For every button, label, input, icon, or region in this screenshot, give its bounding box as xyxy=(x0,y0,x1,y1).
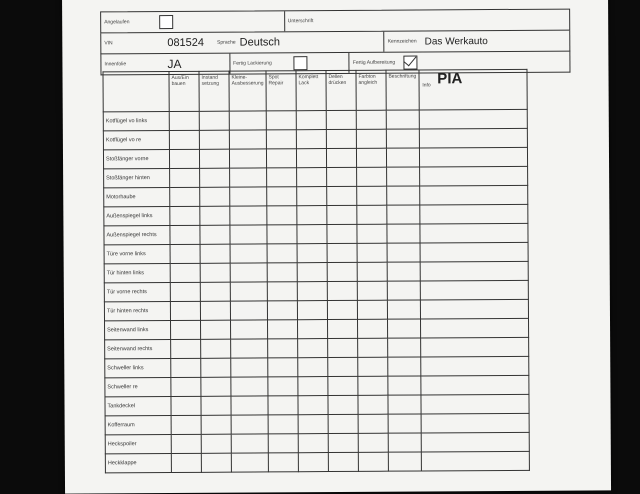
row-label: Außenspiegel links xyxy=(104,207,170,226)
grid-cell[interactable] xyxy=(421,375,529,395)
grid-cell[interactable] xyxy=(386,110,419,129)
grid-cell[interactable] xyxy=(420,242,528,262)
row-label: Stoßfänger vorne xyxy=(103,150,169,169)
grid-cell[interactable] xyxy=(171,453,201,472)
grid-cell[interactable] xyxy=(200,168,230,187)
grid-cell[interactable] xyxy=(268,358,298,377)
grid-cell[interactable] xyxy=(268,434,298,453)
grid-cell[interactable] xyxy=(230,282,267,301)
grid-cell[interactable] xyxy=(388,376,421,395)
grid-cell[interactable] xyxy=(297,320,327,339)
grid-cell[interactable] xyxy=(357,243,387,262)
grid-cell[interactable] xyxy=(328,452,358,471)
grid-cell[interactable] xyxy=(327,281,357,300)
grid-cell[interactable] xyxy=(201,320,231,339)
col-header-komplett-lack: Komplett Lack xyxy=(296,71,326,111)
grid-cell[interactable] xyxy=(231,377,268,396)
row-label: Tür hinten links xyxy=(104,264,170,283)
grid-cell[interactable] xyxy=(358,395,388,414)
grid-cell[interactable] xyxy=(170,206,200,225)
grid-cell[interactable] xyxy=(420,356,528,376)
grid-cell[interactable] xyxy=(266,111,296,130)
col-header-dellen-druecken: Dellen drücken xyxy=(326,70,356,110)
angelaufen-checkbox[interactable] xyxy=(159,15,173,29)
form-header xyxy=(100,9,570,76)
grid-cell[interactable] xyxy=(266,130,296,149)
grid-cell[interactable] xyxy=(229,111,266,130)
grid-cell[interactable] xyxy=(420,223,528,243)
grid-cell[interactable] xyxy=(200,263,230,282)
aufbereitung-label: Fertig Aufbereitung xyxy=(352,59,396,66)
grid-cell[interactable] xyxy=(357,319,387,338)
grid-cell[interactable] xyxy=(326,110,356,129)
grid-cell[interactable] xyxy=(419,166,527,186)
grid-cell[interactable] xyxy=(230,244,267,263)
grid-cell[interactable] xyxy=(387,243,420,262)
grid-cell[interactable] xyxy=(298,415,328,434)
grid-cell[interactable] xyxy=(297,187,327,206)
angelaufen-label: Angelaufen xyxy=(104,19,130,26)
grid-cell[interactable] xyxy=(326,129,356,148)
grid-cell[interactable] xyxy=(387,262,420,281)
grid-cell[interactable] xyxy=(358,414,388,433)
grid-cell[interactable] xyxy=(171,377,201,396)
grid-cell[interactable] xyxy=(419,185,527,205)
grid-cell[interactable] xyxy=(327,243,357,262)
grid-cell[interactable] xyxy=(297,225,327,244)
grid-cell[interactable] xyxy=(267,320,297,339)
grid-cell[interactable] xyxy=(421,451,529,471)
grid-cell[interactable] xyxy=(420,337,528,357)
grid-cell[interactable] xyxy=(170,301,200,320)
col-header-farbton-angleich: Farbton angleich xyxy=(356,70,386,110)
grid-cell[interactable] xyxy=(297,263,327,282)
grid-cell[interactable] xyxy=(357,262,387,281)
grid-cell[interactable] xyxy=(328,395,358,414)
grid-cell[interactable] xyxy=(419,109,527,129)
lackierung-checkbox[interactable] xyxy=(294,56,308,70)
grid-cell[interactable] xyxy=(268,339,298,358)
grid-cell[interactable] xyxy=(388,338,421,357)
grid-cell[interactable] xyxy=(171,320,201,339)
row-label: Stoßfänger hinten xyxy=(104,169,170,188)
spacer-cell xyxy=(284,32,384,53)
row-label: Türe vorne links xyxy=(104,245,170,264)
col-header-kleine-ausbesserung: Kleine-Ausbesserung xyxy=(229,71,266,111)
grid-cell[interactable] xyxy=(199,149,229,168)
grid-cell[interactable] xyxy=(357,205,387,224)
row-label: Kofferraum xyxy=(105,416,171,435)
col-header-spot-repair: Spot Repair xyxy=(266,71,296,111)
kennzeichen-cell xyxy=(384,31,570,52)
grid-cell[interactable] xyxy=(200,187,230,206)
grid-cell[interactable] xyxy=(268,415,298,434)
grid-cell[interactable] xyxy=(231,434,268,453)
grid-cell[interactable] xyxy=(419,128,527,148)
grid-cell[interactable] xyxy=(296,149,326,168)
grid-cell[interactable] xyxy=(170,168,200,187)
grid-cell[interactable] xyxy=(328,376,358,395)
table-row xyxy=(105,432,529,454)
grid-cell[interactable] xyxy=(201,453,231,472)
aufbereitung-checkbox-checked[interactable] xyxy=(403,55,417,69)
grid-cell[interactable] xyxy=(267,244,297,263)
grid-cell[interactable] xyxy=(200,244,230,263)
grid-cell[interactable] xyxy=(326,148,356,167)
grid-cell[interactable] xyxy=(298,358,328,377)
col-header-info xyxy=(419,69,527,110)
col-header-aus-ein-bauen: Aus/Ein bauen xyxy=(169,71,199,111)
grid-cell[interactable] xyxy=(328,357,358,376)
grid-cell[interactable] xyxy=(199,130,229,149)
grid-cell[interactable] xyxy=(420,318,528,338)
vin-cell xyxy=(101,32,284,53)
table-row xyxy=(104,280,528,302)
grid-cell[interactable] xyxy=(421,432,529,452)
grid-cell[interactable] xyxy=(170,282,200,301)
grid-cell[interactable] xyxy=(230,301,267,320)
grid-cell[interactable] xyxy=(297,206,327,225)
table-row xyxy=(105,375,529,397)
grid-cell[interactable] xyxy=(419,147,527,167)
table-row xyxy=(105,318,529,340)
grid-cell[interactable] xyxy=(230,187,267,206)
grid-cell[interactable] xyxy=(386,129,419,148)
grid-cell[interactable] xyxy=(358,433,388,452)
grid-cell[interactable] xyxy=(358,338,388,357)
header-row-1 xyxy=(100,9,570,34)
grid-cell[interactable] xyxy=(358,376,388,395)
row-label: Außenspiegel rechts xyxy=(104,226,170,245)
grid-cell[interactable] xyxy=(201,434,231,453)
vin-label: VIN xyxy=(104,40,113,47)
grid-cell[interactable] xyxy=(420,261,528,281)
row-label: Kotflügel vo links xyxy=(103,112,169,131)
grid-cell[interactable] xyxy=(328,338,358,357)
grid-cell[interactable] xyxy=(327,319,357,338)
info-value: PIA xyxy=(437,70,463,88)
row-label: Seitenwand rechts xyxy=(105,340,171,359)
col-header-beschriftung: Beschriftung xyxy=(386,70,419,110)
grid-cell[interactable] xyxy=(170,187,200,206)
innenfolie-value: JA xyxy=(167,56,182,72)
row-label: Tür hinten rechts xyxy=(104,302,170,321)
grid-cell[interactable] xyxy=(388,357,421,376)
inspection-form-sheet xyxy=(62,0,611,494)
table-row xyxy=(103,109,527,131)
row-label: Heckklappe xyxy=(105,454,171,473)
grid-cell[interactable] xyxy=(201,415,231,434)
grid-cell[interactable] xyxy=(421,394,529,414)
row-label: Tür vorne rechts xyxy=(104,283,170,302)
grid-cell[interactable] xyxy=(357,300,387,319)
grid-cell[interactable] xyxy=(420,280,528,300)
vin-value: 081524 xyxy=(167,36,205,50)
kennzeichen-value: Das Werkauto xyxy=(424,35,488,47)
grid-cell[interactable] xyxy=(229,130,266,149)
grid-cell[interactable] xyxy=(356,148,386,167)
grid-cell[interactable] xyxy=(170,263,200,282)
grid-cell[interactable] xyxy=(231,415,268,434)
grid-cell[interactable] xyxy=(231,339,268,358)
table-row xyxy=(103,147,527,169)
grid-cell[interactable] xyxy=(296,130,326,149)
grid-cell[interactable] xyxy=(230,206,267,225)
grid-cell[interactable] xyxy=(297,168,327,187)
grid-cell[interactable] xyxy=(231,320,268,339)
table-row xyxy=(104,242,528,264)
grid-cell[interactable] xyxy=(267,168,297,187)
grid-cell[interactable] xyxy=(201,339,231,358)
grid-cell[interactable] xyxy=(298,434,328,453)
table-row xyxy=(104,204,528,226)
grid-cell[interactable] xyxy=(230,168,267,187)
grid-cell[interactable] xyxy=(266,149,296,168)
row-label: Tankdeckel xyxy=(105,397,171,416)
grid-cell[interactable] xyxy=(356,129,386,148)
grid-header-row xyxy=(103,69,527,112)
angelaufen-cell xyxy=(101,11,284,32)
grid-cell[interactable] xyxy=(327,186,357,205)
grid-cell[interactable] xyxy=(388,433,421,452)
grid-cell[interactable] xyxy=(388,395,421,414)
grid-cell[interactable] xyxy=(231,358,268,377)
table-row xyxy=(105,337,529,359)
grid-cell[interactable] xyxy=(421,413,529,433)
grid-cell[interactable] xyxy=(387,205,420,224)
col-header-instandsetzung: Instand setzung xyxy=(199,71,229,111)
grid-cell[interactable] xyxy=(267,282,297,301)
grid-cell[interactable] xyxy=(297,244,327,263)
grid-cell[interactable] xyxy=(420,299,528,319)
innenfolie-label: Innenfolie xyxy=(104,61,127,68)
damage-grid xyxy=(102,69,529,474)
grid-cell[interactable] xyxy=(170,244,200,263)
grid-cell[interactable] xyxy=(267,301,297,320)
table-row xyxy=(104,223,528,245)
grid-cell[interactable] xyxy=(387,186,420,205)
grid-cell[interactable] xyxy=(267,225,297,244)
grid-cell[interactable] xyxy=(231,396,268,415)
table-row xyxy=(104,166,528,188)
grid-cell[interactable] xyxy=(298,453,328,472)
grid-cell[interactable] xyxy=(171,396,201,415)
grid-cell[interactable] xyxy=(298,396,328,415)
grid-cell[interactable] xyxy=(267,187,297,206)
table-row xyxy=(105,451,529,473)
grid-cell[interactable] xyxy=(298,339,328,358)
grid-cell[interactable] xyxy=(327,167,357,186)
grid-cell[interactable] xyxy=(388,452,421,471)
grid-cell[interactable] xyxy=(169,149,199,168)
grid-cell[interactable] xyxy=(356,110,386,129)
grid-cell[interactable] xyxy=(358,452,388,471)
grid-cell[interactable] xyxy=(387,281,420,300)
table-row xyxy=(103,128,527,150)
row-label: Schweller re xyxy=(105,378,171,397)
grid-cell[interactable] xyxy=(297,282,327,301)
grid-cell[interactable] xyxy=(297,301,327,320)
grid-body xyxy=(103,109,529,473)
grid-cell[interactable] xyxy=(387,319,420,338)
grid-cell[interactable] xyxy=(420,204,528,224)
grid-cell[interactable] xyxy=(327,300,357,319)
grid-cell[interactable] xyxy=(357,281,387,300)
grid-cell[interactable] xyxy=(170,225,200,244)
grid-cell[interactable] xyxy=(200,225,230,244)
grid-cell[interactable] xyxy=(201,396,231,415)
unterschrift-cell xyxy=(284,10,570,32)
grid-cell[interactable] xyxy=(328,433,358,452)
grid-cell[interactable] xyxy=(268,377,298,396)
grid-cell[interactable] xyxy=(387,300,420,319)
grid-cell[interactable] xyxy=(200,206,230,225)
info-label: Info xyxy=(422,82,431,89)
grid-cell[interactable] xyxy=(229,149,266,168)
grid-cell[interactable] xyxy=(171,339,201,358)
grid-cell[interactable] xyxy=(388,414,421,433)
grid-cell[interactable] xyxy=(230,263,267,282)
grid-cell[interactable] xyxy=(386,148,419,167)
grid-cell[interactable] xyxy=(201,377,231,396)
grid-cell[interactable] xyxy=(357,224,387,243)
grid-cell[interactable] xyxy=(327,262,357,281)
header-row-2 xyxy=(100,31,570,55)
grid-cell[interactable] xyxy=(357,167,387,186)
grid-cell[interactable] xyxy=(267,263,297,282)
grid-cell[interactable] xyxy=(171,434,201,453)
row-label: Heckspoiler xyxy=(105,435,171,454)
grid-cell[interactable] xyxy=(200,282,230,301)
grid-cell[interactable] xyxy=(387,167,420,186)
sprache-label: Sprache xyxy=(217,39,236,46)
grid-cell[interactable] xyxy=(231,453,268,472)
grid-cell[interactable] xyxy=(298,377,328,396)
grid-cell[interactable] xyxy=(267,206,297,225)
lackierung-label: Fertig Lackierung xyxy=(233,60,272,67)
sprache-value: Deutsch xyxy=(239,36,281,49)
table-row xyxy=(105,356,529,378)
table-row xyxy=(105,413,529,435)
grid-cell[interactable] xyxy=(230,225,267,244)
grid-cell[interactable] xyxy=(387,224,420,243)
grid-cell[interactable] xyxy=(268,453,298,472)
row-label: Seitenwand links xyxy=(105,321,171,340)
row-label: Motorhaube xyxy=(104,188,170,207)
table-row xyxy=(104,261,528,283)
grid-cell[interactable] xyxy=(169,111,199,130)
grid-cell[interactable] xyxy=(200,301,230,320)
grid-cell[interactable] xyxy=(357,186,387,205)
grid-cell[interactable] xyxy=(328,414,358,433)
row-label: Kotflügel vo re xyxy=(103,131,169,150)
unterschrift-label: Unterschrift xyxy=(287,18,314,25)
kennzeichen-label: Kennzeichen xyxy=(387,38,417,45)
row-label: Schweller links xyxy=(105,359,171,378)
grid-cell[interactable] xyxy=(327,205,357,224)
grid-cell[interactable] xyxy=(171,358,201,377)
table-row xyxy=(104,185,528,207)
grid-cell[interactable] xyxy=(296,111,326,130)
table-row xyxy=(104,299,528,321)
grid-cell[interactable] xyxy=(327,224,357,243)
grid-cell[interactable] xyxy=(171,415,201,434)
grid-cell[interactable] xyxy=(201,358,231,377)
grid-cell[interactable] xyxy=(169,130,199,149)
grid-cell[interactable] xyxy=(358,357,388,376)
table-row xyxy=(105,394,529,416)
grid-cell[interactable] xyxy=(199,111,229,130)
grid-cell[interactable] xyxy=(268,396,298,415)
col-header-part xyxy=(103,72,169,112)
